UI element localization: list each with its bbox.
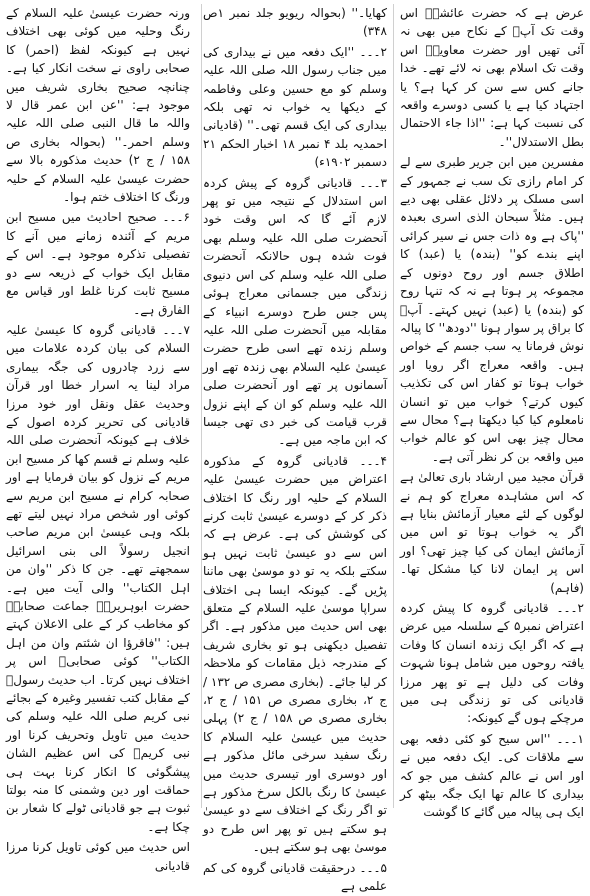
paragraph: ۲۔۔۔ قادیانی گروہ کا پیش کردہ اعتراض نمبر۵ کے سلسلہ میں عرض ہے کہ اگر ایک زندہ انسان کا وفات یافتہ روحوں میں شامل ہونا شہوت وفات کی دلیل ہے تو پھر مرزا قادیانی کی تو زندگی ہی میں مرچکے ہوں گے کیونکہ: [400, 601, 584, 726]
column-divider [201, 4, 202, 808]
paragraph: ۵۔۔۔ درحقیقت قادیانی گروہ کی کم علمی ہے [203, 860, 387, 894]
paragraph: اس حدیث میں کوئی تاویل کرنا مرزا قادیانی [6, 840, 190, 873]
text-column-right [400, 4, 584, 820]
paragraph: ۶۔۔۔ صحیح احادیث میں مسیح ابن مریم کے آئندہ زمانے میں آنے کا تفصیلی تذکرہ موجود ہے۔ اس کے مقابل ایک خواب کے ذریعہ سے دو مسیح ثابت کرنا غلط اور قیاس مع الفارق ہے۔ [6, 210, 190, 317]
paragraph: مفسرین میں ابن جریر طبری سے لے کر امام رازی تک سب نے جمہور کے اسی مسلک پر دلائل عقلی بھی دیے ہیں۔ مثلاً سبحان الذی اسری بعبدہ ''پاک ہے وہ ذات جس نے سیر کرائی اپنے بندے کو'' (بندہ) یا (عبد) کا اطلاق جسم اور روح دونوں کے مجموعہ پر ہوتا ہے نہ کہ تنہا روح کو (بندہ) یا (عبد) نہیں کہتے۔ آپؐ کا براق پر سوار ہونا ''دودھ'' کا پیالہ نوش فرمانا یہ سب جسم کے خواص ہیں۔ واقعہ معراج اگر رویا اور خواب ہوتا تو کفار اس کی تکذیب کیوں کرتے؟ خواب میں تو انسان نامعلوم کیا کیا دیکھتا ہے؟ محال سے محال چیز بھی اس کو عالم خواب میں واقعہ بن کر نظر آتی ہے۔ [400, 155, 584, 464]
paragraph: ۱۔۔۔ ''اس سیح کو کئی دفعہ بھی سے ملاقات کی۔ ایک دفعہ میں نے اور اس نے عالم کشف میں جو کہ بیداری کا عالم تھا ایک جگہ بیٹھ کر ایک ہی پیالہ میں گائے کا گوشت [400, 731, 584, 820]
book-page [6, 4, 584, 894]
column-divider [393, 4, 394, 808]
paragraph: ورنہ حضرت عیسیٰ علیہ السلام کے رنگ وحلیہ میں کوئی بھی اختلاف نہیں ہے کیونکہ لفظ (احمر) کا صحابی راوی نے سخت انکار کیا ہے۔ چنانچہ صحیح بخاری شریف میں موجود ہے: ''عن ابن عمر قال لا واللہ ما قال النبی صلی اللہ علیہ وسلم احمر۔'' (بحوالہ بخاری ص ۱۵۸ / ج ۲) حدیث مذکورہ بالا سے حضرت عیسیٰ علیہ السلام کے حلیہ ورنگ کا اختلاف ختم ہوا۔ [6, 6, 191, 205]
paragraph: ۳۔۔۔ قادیانی گروہ کے پیش کردہ اس استدلال کے نتیجہ میں تو پھر لازم آئے گا کہ اس وقت خود آنحضرت صلی اللہ علیہ وسلم بھی فوت شدہ ہوں حالانکہ آنحضرت صلی اللہ علیہ وسلم کی اس دنیوی زندگی میں جسمانی معراج ہوئی پس جس طرح دوسرے انبیاء کے مقابلہ میں آنحضرت صلی اللہ علیہ وسلم زندہ تھے اسی طرح حضرت عیسیٰ علیہ السلام بھی زندہ تھے اور آسمانوں پر تھے اور آنحضرت صلی اللہ علیہ وسلم کو ان کے اپنے نزول قرب قیامت کی خبر دی تھی جیسا کہ ابن ماجہ میں ہے۔ [203, 175, 387, 448]
paragraph: قرآن مجید میں ارشاد باری تعالیٰ ہے کہ اس مشاہدہ معراج کو ہم نے لوگوں کے لئے معیار آزمائش بنایا ہے اگر یہ خواب ہوتا تو اس میں آزمائش ایمان کی کیا چیز تھی؟ اور اس پر ایمان لانا کیا مشکل تھا۔ (فاہم) [400, 470, 584, 595]
paragraph: عرض ہے کہ حضرت عائشہؓ اس وقت تک آپؐ کے نکاح میں بھی نہ آئی تھیں اور حضرت معاویہؓ اس وقت تک اسلام بھی نہ لائے تھے۔ خدا جانے کس سے سن کر کہا ہے؟ یا اجتہاد کیا ہے یا کسی دوسرے واقعہ کی نسبت کہا ہے: ''اذا جاء الاحتمال بطل الاستدلال''۔ [400, 6, 584, 149]
paragraph: کھایا۔'' (بحوالہ ریویو جلد نمبر ۱ص ۳۴۸) [203, 6, 387, 39]
paragraph: ۴۔۔۔ قادیانی گروہ کے مذکورہ اعتراض میں حضرت عیسیٰ علیہ السلام کے حلیہ اور رنگ کا اختلاف ذکر کر کے دوسرے عیسیٰ ثابت کرنے کی کوشش کی ہے۔ عرض ہے کہ اس سے دو عیسیٰ ثابت نہیں ہو سکتے بلکہ یہ تو دو موسیٰ بھی ماننا پڑیں گے۔ کیونکہ ایسا ہی اختلاف سراپا موسیٰ علیہ السلام کے متعلق بھی اس حدیث میں مذکور ہے۔ اگر تفصیل دیکھنی ہو تو بخاری شریف کے مندرجہ ذیل مقامات کو ملاحظہ کر لیا جائے۔ (بخاری مصری ص ۱۳۲ / ج ۲، بخاری مصری ص ۱۵۱ / ج ۲، بخاری مصری ص ۱۵۸ / ج ۲) پہلی حدیث میں عیسیٰ علیہ السلام کا رنگ سفید سرخی مائل مذکور ہے اور دوسری اور تیسری حدیث میں عیسیٰ کا رنگ بالکل سرخ مذکور ہے تو اگر رنگ کے اختلاف سے دو عیسیٰ ہو سکتے ہیں تو پھر اس طرح دو موسیٰ بھی ہو سکتے ہیں۔ [203, 453, 388, 855]
text-column-left [6, 4, 191, 873]
paragraph: ۷۔۔۔ قادیانی گروہ کا عیسیٰ علیہ السلام کی بیان کردہ علامات میں سے زرد چادروں کی جگہ بیماری مراد لینا یہ اسرار خطا اور قرآن وحدیث عقل ونقل اور خود مرزا قادیانی کی تحریر کردہ اصول کے خلاف ہے کیونکہ آنحضرت صلی اللہ علیہ وسلم نے قسم کھا کر مسیح ابن مریم کے نزول کو بیان فرمایا ہے اور صحابہ کرام نے مسیح ابن مریم سے کوئی اور شخص مراد نہیں لیتے تھے بلکہ وہی عیسیٰ ابن مریم صاحب انجیل رسولاً الی بنی اسرائیل سمجھتے تھے۔ جن کا ذکر ''وان من اہل الکتاب'' والی آیت میں ہے۔ حضرت ابوہریرہؓ جماعت صحابہؓ کو مخاطب کر کے علی الاعلان کہتے ہیں: ''فاقرؤا ان شئتم وان من اہل الکتاب'' کوئی صحابیؓ اس پر اختلاف نہیں کرتا۔ اب حدیث رسولؐ کے مقابل کتب تفسیر وغیرہ کے بجائے نبی کریم صلی اللہ علیہ وسلم کی حدیث میں تاویل وتحریف کرنا اور نبی کریمؐ کی اس عظیم الشان پیشگوئی کا انکار کرنا بہت ہی حماقت اور دین وشمنی کا منہ بولتا ثبوت ہے جو قادیانی ٹولے کا شعار بن چکا ہے۔ [6, 322, 190, 834]
paragraph: ۲۔۔۔ ''ایک دفعہ میں نے بیداری کی میں جناب رسول اللہ صلی اللہ علیہ وسلم کو مع حسین وعلی وفاطمہ کے دیکھا یہ خواب نہ تھی بلکہ بیداری کی ایک قسم تھی۔'' (قادیانی احمدیہ بلد ۴ نمبر ۱۸ اخبار الحکم ۲۱ دسمبر ۱۹۰۲ء) [203, 44, 388, 170]
text-column-middle [203, 4, 388, 894]
